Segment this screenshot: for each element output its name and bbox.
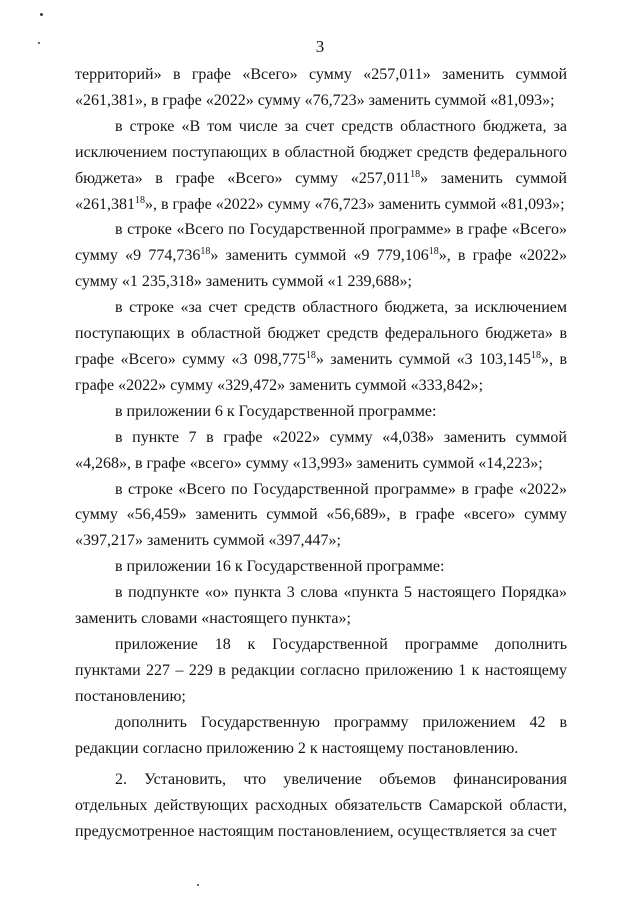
footnote-marker: 18: [305, 349, 316, 361]
paragraph-5: в приложении 6 к Государственной программе:: [115, 402, 437, 420]
paragraph-12: 2. Установить, что увеличение объемов финансирования отдельных действующих расходных обязательств Самарской области, предусмотренное настоящим постановлением, осуществляется за счет: [75, 771, 567, 841]
footnote-marker: 18: [410, 168, 421, 180]
paragraph-8: в приложении 16 к Государственной программе:: [115, 558, 445, 576]
footnote-marker: 18: [531, 349, 542, 361]
footnote-marker: 18: [428, 246, 439, 258]
scan-speck: [40, 13, 43, 16]
paragraph-7: в строке «Всего по Государственной программе» в графе «2022» сумму «56,459» заменить суммой «56,689», в графе «всего» сумму «397,217» заменить суммой «397,447»;: [75, 480, 567, 550]
paragraph-4: в строке «за счет средств областного бюджета, за исключением поступающих в областной бюджет средств федерального бюджета» в графе «Всего» сумму «3 098,775$^{18}$» заменить суммой «3 103,145$^{18}$», в графе «2022» сумму «329,472» заменить суммой «333,842»;: [75, 299, 567, 394]
paragraph-10: приложение 18 к Государственной программе дополнить пунктами 227 – 229 в редакции согласно приложению 1 к настоящему постановлению;: [75, 635, 567, 705]
paragraph-1: территорий» в графе «Всего» сумму «257,011» заменить суммой «261,381», в графе «2022» сумму «76,723» заменить суммой «81,093»;: [75, 66, 567, 109]
paragraph-11: дополнить Государственную программу приложением 42 в редакции согласно приложению 2 к настоящему постановлению.: [75, 713, 567, 757]
page-number: 3: [315, 37, 325, 56]
footnote-marker: 18: [135, 194, 145, 206]
scan-speck: [197, 884, 199, 886]
paragraph-3: в строке «Всего по Государственной программе» в графе «Всего» сумму «9 774,736$^{18}$» заменить суммой «9 779,106$^{18}$», в графе «2022» сумму «1 235,318» заменить суммой «1 239,688»;: [75, 221, 568, 291]
paragraph-2: в строке «В том числе за счет средств областного бюджета, за исключением поступающих в областной бюджет средств федерального бюджета» в графе «Всего» сумму «257,011$^{18}$» заменить суммой «261,381$^{18}$», в графе «2022» сумму «76,723» заменить суммой «81,093»;: [75, 117, 567, 213]
paragraph-9: в подпункте «о» пункта 3 слова «пункта 5 настоящего Порядка» заменить словами «настоящего пункта»;: [75, 584, 567, 628]
paragraph-6: в пункте 7 в графе «2022» сумму «4,038» заменить суммой «4,268», в графе «всего» сумму «13,993» заменить суммой «14,223»;: [75, 428, 567, 472]
scan-speck: [38, 42, 40, 44]
footnote-marker: 18: [200, 246, 211, 258]
document-body: [75, 62, 567, 845]
